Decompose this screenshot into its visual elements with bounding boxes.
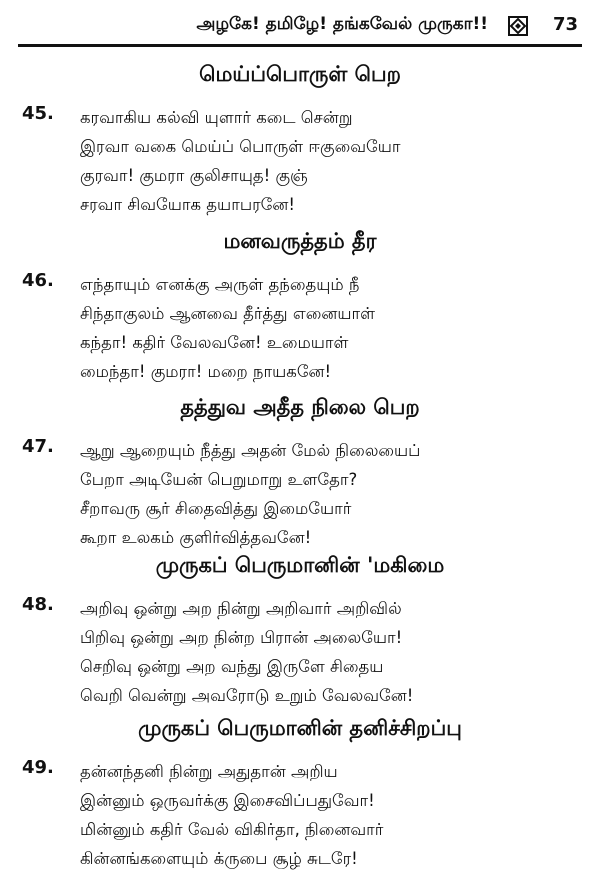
- verse-line: கூறா உலகம் குளிர்வித்தவனே!: [80, 528, 312, 547]
- verse-line: மின்னும் கதிர் வேல் விகிர்தா, நினைவார்: [80, 820, 384, 839]
- verse-number: 49.: [22, 757, 54, 778]
- page-number: 73: [552, 14, 578, 35]
- page-header: [18, 6, 582, 47]
- diamond-box-icon: [508, 16, 528, 36]
- verse: [0, 103, 600, 219]
- section-45: [0, 62, 600, 219]
- verse-line: கந்தா! கதிர் வேலவனே! உமையாள்: [80, 333, 349, 352]
- verse-line: இரவா வகை மெய்ப் பொருள் ஈகுவையோ: [80, 137, 401, 156]
- section-46: [0, 229, 600, 386]
- verse-line: தன்னந்தனி நின்று அதுதான் அறிய: [80, 762, 338, 781]
- verse-number: 48.: [22, 594, 54, 615]
- section-49: [0, 716, 600, 873]
- verse-line: சீறாவரு சூர் சிதைவித்து இமையோர்: [80, 499, 352, 518]
- verse-line: பேறா அடியேன் பெறுமாறு உளதோ?: [80, 470, 358, 489]
- section-title: தத்துவ அதீத நிலை பெற: [180, 395, 420, 419]
- verse-line: கரவாகிய கல்வி யுளார் கடை சென்று: [80, 108, 353, 127]
- running-title: அழகே! தமிழே! தங்கவேல் முருகா!!: [196, 14, 488, 34]
- section-48: [0, 553, 600, 710]
- verse-number: 45.: [22, 103, 54, 124]
- section-title: மனவருத்தம் தீர: [223, 229, 377, 253]
- verse: [0, 757, 600, 873]
- verse-line: மைந்தா! குமரா! மறை நாயகனே!: [80, 362, 332, 381]
- verse-line: குரவா! குமரா குலிசாயுத! குஞ்: [80, 166, 308, 185]
- verse: [0, 436, 600, 552]
- verse-line: எந்தாயும் எனக்கு அருள் தந்தையும் நீ: [80, 275, 360, 294]
- verse-line: கின்னங்களையும் க்ருபை சூழ் சுடரே!: [80, 849, 358, 868]
- verse-line: அறிவு ஒன்று அற நின்று அறிவார் அறிவில்: [80, 599, 402, 618]
- verse-number: 46.: [22, 270, 54, 291]
- section-47: [0, 395, 600, 552]
- verse-line: ஆறு ஆறையும் நீத்து அதன் மேல் நிலையைப்: [80, 441, 421, 460]
- section-title: முருகப் பெருமானின் தனிச்சிறப்பு: [138, 716, 462, 740]
- verse: [0, 270, 600, 386]
- verse-line: பிறிவு ஒன்று அற நின்ற பிரான் அலையோ!: [80, 628, 403, 647]
- verse: [0, 594, 600, 710]
- verse-line: சரவா சிவயோக தயாபரனே!: [80, 195, 295, 214]
- verse-line: இன்னும் ஒருவர்க்கு இசைவிப்பதுவோ!: [80, 791, 375, 810]
- verse-line: சிந்தாகுலம் ஆனவை தீர்த்து எனையாள்: [80, 304, 375, 323]
- section-title: முருகப் பெருமானின் 'மகிமை: [155, 553, 445, 577]
- verse-line: செறிவு ஒன்று அற வந்து இருளே சிதைய: [80, 657, 384, 676]
- verse-line: வெறி வென்று அவரோடு உறும் வேலவனே!: [80, 686, 414, 705]
- section-title: மெய்ப்பொருள் பெற: [199, 62, 401, 86]
- verse-number: 47.: [22, 436, 54, 457]
